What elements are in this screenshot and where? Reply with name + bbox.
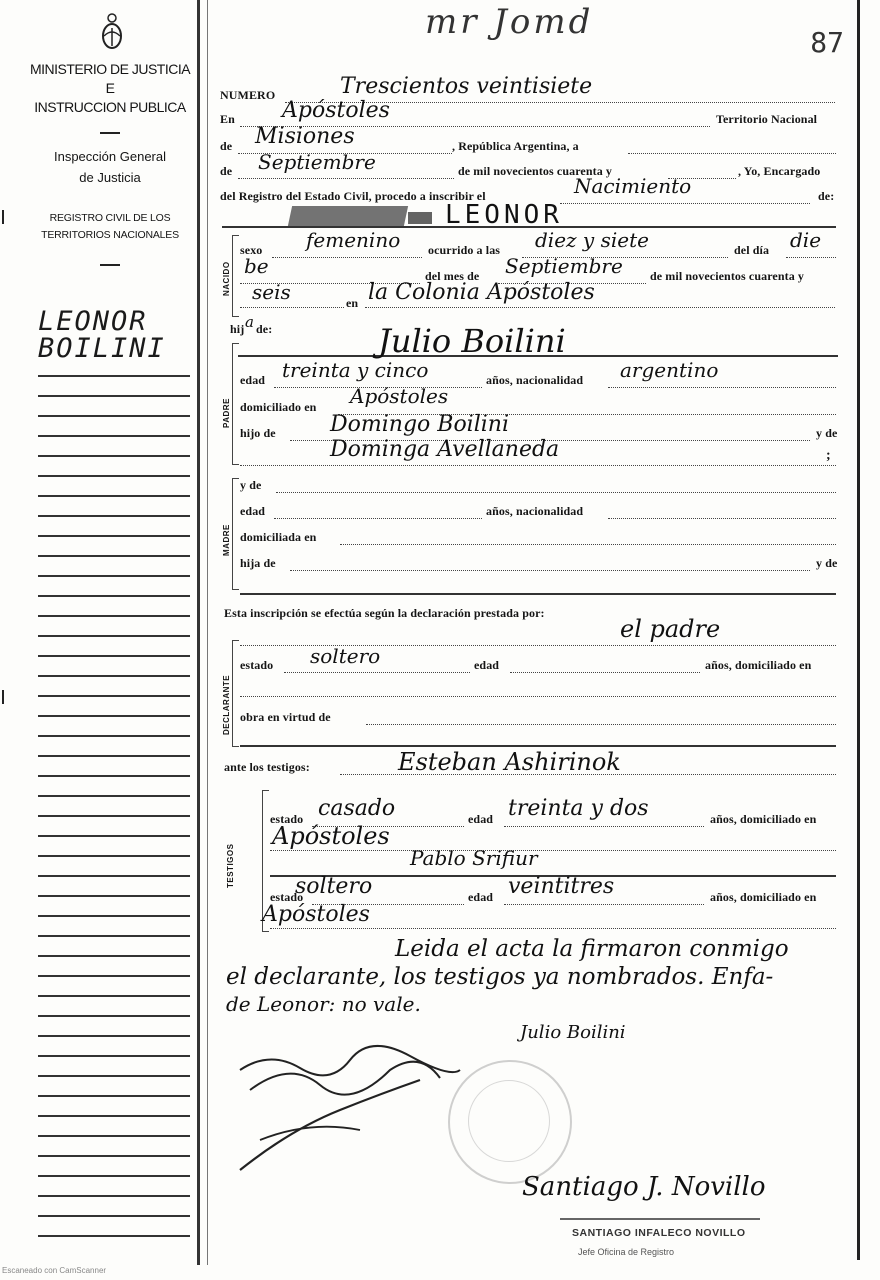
label-hij: hij [230,322,245,336]
fill-line [240,465,836,466]
hw-mes-registro: Septiembre [258,150,376,174]
fill-line [608,518,836,519]
label-de: de [220,139,233,153]
label-edad-t1: edad [468,812,494,826]
label-yo: , Yo, Encargado [738,164,821,178]
margin-rule [38,1235,190,1237]
section-bracket-padre [232,343,239,465]
hw-t2-edad: veintitres [508,874,615,899]
margin-rule [38,455,190,457]
label-de4: de: [256,322,273,336]
label-registro: del Registro del Estado Civil, procedo a inscribir el [220,189,486,203]
fill-line [504,826,704,827]
label-testigos: ante los testigos: [224,760,310,774]
label-estado-t1: estado [270,812,304,826]
ink-mark [408,212,432,224]
section-label-nacido: NACIDO [222,261,231,296]
margin-rule [38,395,190,397]
margin-rule [38,915,190,917]
struck-out-name [288,206,408,226]
label-obra: obra en virtud de [240,710,331,724]
margin-rule [38,1195,190,1197]
margin-ruled-lines [38,375,190,1255]
top-scrawl: mr Jomd [425,2,594,42]
label-anos-dom-t1: años, domiciliado en [710,812,817,826]
hw-closing-2: el declarante, los testigos ya nombrados. Enfa- [226,964,774,990]
fill-line [510,672,700,673]
margin-note [38,308,166,362]
label-territorio: Territorio Nacional [716,112,818,126]
margin-rule [38,695,190,697]
margin-rule [38,795,190,797]
margin-rule [38,735,190,737]
margin-rule [38,895,190,897]
section-bracket-declarante [232,640,239,747]
fill-line [628,153,836,154]
ministry-line: INSTRUCCION PUBLICA [34,99,186,115]
label-y-de-m: y de [240,478,262,492]
margin-rule [38,435,190,437]
margin-rule [38,855,190,857]
margin-rule [38,655,190,657]
section-bracket-madre [232,478,239,590]
hw-padre-nombre: Julio Boilini [378,322,566,360]
section-label-declarante: DECLARANTE [222,674,231,735]
page-edge [857,0,860,1260]
margin-rule [38,995,190,997]
hw-padre-madre: Dominga Avellaneda [330,437,560,462]
official-title: Jefe Oficina de Registro [578,1247,675,1257]
fill-line [270,928,836,929]
fill-line [608,387,836,388]
rule [240,593,836,595]
hw-decl-estado: soltero [310,644,381,668]
hw-padre-edad: treinta y cinco [282,358,429,382]
margin-tick [2,210,4,224]
hw-provincia: Misiones [255,124,355,149]
hw-mes: Septiembre [505,254,623,278]
ministry-header [20,60,200,117]
margin-rule [38,675,190,677]
margin-rule [38,515,190,517]
fill-line [274,518,482,519]
label-sexo: sexo [240,243,263,257]
hw-padre-dom: Apóstoles [350,384,449,408]
margin-rule [38,555,190,557]
margin-rule [38,475,190,477]
registry-line: TERRITORIOS NACIONALES [41,229,179,241]
margin-rule [38,1055,190,1057]
margin-rule [38,495,190,497]
label-y-de: y de [816,426,838,440]
margin-rule [38,635,190,637]
ministry-line: MINISTERIO DE JUSTICIA [29,61,191,77]
label-edad-m: edad [240,504,266,518]
label-anos-dom: años, domiciliado en [705,658,812,672]
divider [100,132,120,134]
margin-rule [38,1035,190,1037]
hw-closing-3: de Leonor: no vale. [226,992,421,1016]
label-anos-nac-m: años, nacionalidad [486,504,584,518]
margin-rule [38,1175,190,1177]
margin-rule [38,935,190,937]
hw-dia-b: be [244,254,269,278]
section-label-testigos: TESTIGOS [226,843,235,888]
label-en2: en [346,296,359,310]
margin-rule [38,835,190,837]
hw-padre-nac: argentino [620,358,719,382]
fill-line [290,570,810,571]
margin-tick [2,690,4,704]
page-number: 87 [810,26,844,59]
label-anos-dom-t2: años, domiciliado en [710,890,817,904]
margin-rule [38,875,190,877]
label-hija-de: hija de [240,556,276,570]
hw-nombre: LEONOR [445,200,563,230]
label-inscripcion: Esta inscripción se efectúa según la declaración prestada por: [224,606,545,620]
hw-dia-a: die [790,228,822,252]
fill-line [560,203,810,204]
inspection-header [20,146,200,188]
margin-rule [38,1215,190,1217]
fill-line [276,492,836,493]
margin-rule [38,1135,190,1137]
margin-rule [38,1075,190,1077]
hw-hora: diez y siete [535,228,649,252]
registry-line: REGISTRO CIVIL DE LOS [49,212,171,224]
official-stamp-icon [448,1060,572,1184]
hw-en: Apóstoles [282,98,390,123]
fill-line [240,696,836,697]
hw-declarante: el padre [620,615,721,643]
margin-note-line: LEONOR [38,306,148,337]
label-de-mil: de mil novecientos cuarenta y [458,164,612,178]
margin-rule [38,615,190,617]
margin-rule [38,715,190,717]
signature-line [560,1218,760,1220]
hw-padre-padre: Domingo Boilini [330,412,509,437]
hw-anio: seis [252,280,291,304]
label-hijo-de: hijo de [240,426,276,440]
label-de3: de: [818,189,835,203]
margin-note-line: BOILINI [38,333,166,364]
hw-t2-nombre: Pablo Srifiur [410,846,538,870]
label-y-de-m2: y de [816,556,838,570]
margin-rule [38,595,190,597]
hw-closing-1: Leida el acta la firmaron conmigo [395,936,789,962]
inspection-line: de Justicia [79,170,141,185]
signature-padre: Julio Boilini [520,1022,626,1043]
margin-rule [38,415,190,417]
label-estado-t2: estado [270,890,304,904]
margin-rule [38,1115,190,1117]
fill-line [504,904,704,905]
fill-line [272,257,422,258]
hw-t1-edad: treinta y dos [508,796,649,821]
registry-header [20,210,200,244]
label-domiciliado: domiciliado en [240,400,317,414]
label-edad-t2: edad [468,890,494,904]
semicolon: ; [826,448,831,463]
margin-rule [38,1015,190,1017]
signature-official: Santiago J. Novillo [522,1172,766,1202]
label-edad: edad [240,373,266,387]
inner-margin-rule [207,0,208,1265]
ministry-line: E [105,80,115,96]
label-ocurrido: ocurrido a las [428,243,501,257]
margin-rule [38,755,190,757]
margin-rule [38,775,190,777]
hw-t2-dom: Apóstoles [262,902,370,927]
hw-numero: Trescientos veintisiete [340,74,593,99]
hw-sexo: femenino [306,228,401,252]
fill-line [365,307,835,308]
label-republica: , República Argentina, a [452,139,579,153]
fill-line [240,307,344,308]
margin-rule [38,575,190,577]
label-de2: de [220,164,233,178]
hw-t1-dom: Apóstoles [272,822,390,850]
fill-line [340,544,836,545]
margin-rule [38,955,190,957]
label-del-dia: del día [734,243,770,257]
label-de-mil2: de mil novecientos cuarenta y [650,269,804,283]
section-label-padre: PADRE [222,398,231,428]
coat-of-arms-icon [100,10,124,52]
label-anos-nac: años, nacionalidad [486,373,584,387]
hw-t1-estado: casado [318,796,396,821]
official-name: SANTIAGO INFALECO NOVILLO [572,1227,746,1239]
column-divider [197,0,200,1265]
margin-rule [38,535,190,537]
hw-t2-estado: soltero [295,874,373,899]
rule [240,745,836,747]
hw-hij-suffix: a [245,313,254,331]
label-numero: NUMERO [220,88,276,102]
label-edad-d: edad [474,658,500,672]
scanner-watermark: Escaneado con CamScanner [2,1266,107,1275]
margin-rule [38,1155,190,1157]
label-del-mes: del mes de [425,269,480,283]
hw-lugar: la Colonia Apóstoles [368,280,595,305]
fill-line [284,672,470,673]
margin-rule [38,1095,190,1097]
margin-rule [38,375,190,377]
hw-t1-nombre: Esteban Ashirinok [398,748,621,776]
margin-rule [38,975,190,977]
label-estado: estado [240,658,274,672]
hw-tipo-acta: Nacimiento [574,174,692,198]
divider [100,264,120,266]
inspection-line: Inspección General [53,149,166,164]
label-en: En [220,112,235,126]
margin-rule [38,815,190,817]
fill-line [786,257,836,258]
section-bracket-nacido [232,235,239,317]
label-domiciliada: domiciliada en [240,530,317,544]
fill-line [238,178,454,179]
fill-line [270,850,836,851]
section-label-madre: MADRE [222,524,231,556]
fill-line [366,724,836,725]
